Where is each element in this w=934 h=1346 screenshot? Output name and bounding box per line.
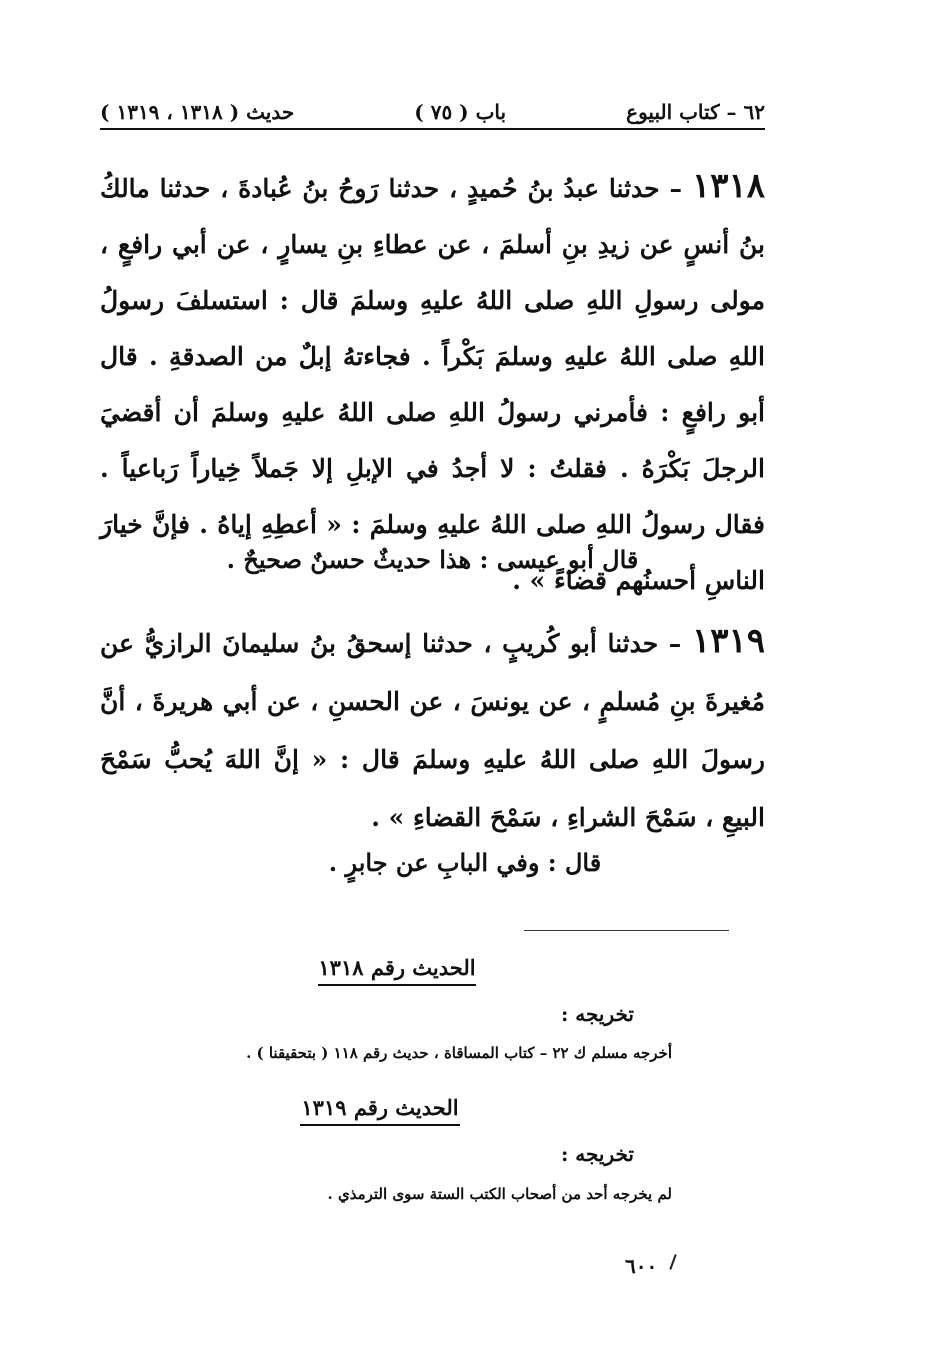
page-header	[100, 92, 765, 132]
hadith-grading: قال أبو عيسى : هذا حديثٌ حسنٌ صحيحٌ .	[226, 545, 639, 574]
page-number: ٦٠٠	[625, 1254, 658, 1278]
header-hadith-range: حديث ( ١٣١٨ ، ١٣١٩ )	[100, 100, 295, 124]
page-number-mark	[669, 1254, 676, 1270]
hadith-text: – حدثنا أبو كُريبٍ ، حدثنا إسحقُ بنُ سليمانَ الرازيُّ عن مُغيرةَ بنِ مُسلمٍ ، عن يونسَ ، عن الحسنِ ، عن أبي هريرةَ ، أنَّ رسولَ اللهِ صلى اللهُ عليهِ وسلمَ قال : « إنَّ اللهَ يُحبُّ سَمْحَ البيعِ ، سَمْحَ الشراءِ ، سَمْحَ القضاءِ » .	[100, 629, 765, 832]
header-chapter: باب ( ٧٥ )	[414, 100, 507, 124]
hadith-1319	[100, 612, 765, 847]
footnote-divider	[524, 930, 729, 931]
footnote-section-title: الحديث رقم ١٣١٨	[318, 955, 476, 986]
footnote-label: تخريجه :	[560, 1002, 634, 1026]
hadith-number: ١٣١٩	[691, 621, 765, 661]
hadith-text: – حدثنا عبدُ بنُ حُميدٍ ، حدثنا رَوحُ بنُ عُبادةَ ، حدثنا مالكُ بنُ أنسٍ عن زيدِ بنِ أسلمَ ، عن عطاءِ بنِ يسارٍ ، عن أبي رافعٍ ، مولى رسولِ اللهِ صلى اللهُ عليهِ وسلمَ قال : استسلفَ رسولُ اللهِ صلى اللهُ عليهِ وسلمَ بَكْراً . فجاءتهُ إبلٌ من الصدقةِ . قال أبو رافعٍ : فأمرني رسولُ اللهِ صلى اللهُ عليهِ وسلمَ أن أقضيَ الرجلَ بَكْرَهُ . فقلتُ : لا أجدُ في الإبلِ إلا جَملاً خِياراً رَباعياً . فقال رسولُ اللهِ صلى اللهُ عليهِ وسلمَ : « أعطِهِ إياهُ . فإنَّ خيارَ الناسِ أحسنُهم قضاءً » .	[100, 174, 765, 595]
hadith-grading: قال : وفي البابِ عن جابرٍ .	[328, 848, 602, 877]
footnote-section-title: الحديث رقم ١٣١٩	[300, 1095, 460, 1126]
footnote-text: أخرجه مسلم ك ٢٢ – كتاب المساقاة ، حديث رقم ١١٨ ( بتحقيقنا ) .	[246, 1044, 672, 1062]
header-rule	[100, 128, 765, 130]
footnote-label: تخريجه :	[560, 1142, 634, 1166]
hadith-1318	[100, 158, 765, 609]
header-book-title: ٦٢ – كتاب البيوع	[626, 100, 765, 124]
footnote-text: لم يخرجه أحد من أصحاب الكتب الستة سوى الترمذي .	[327, 1185, 672, 1203]
hadith-number: ١٣١٨	[691, 166, 765, 206]
